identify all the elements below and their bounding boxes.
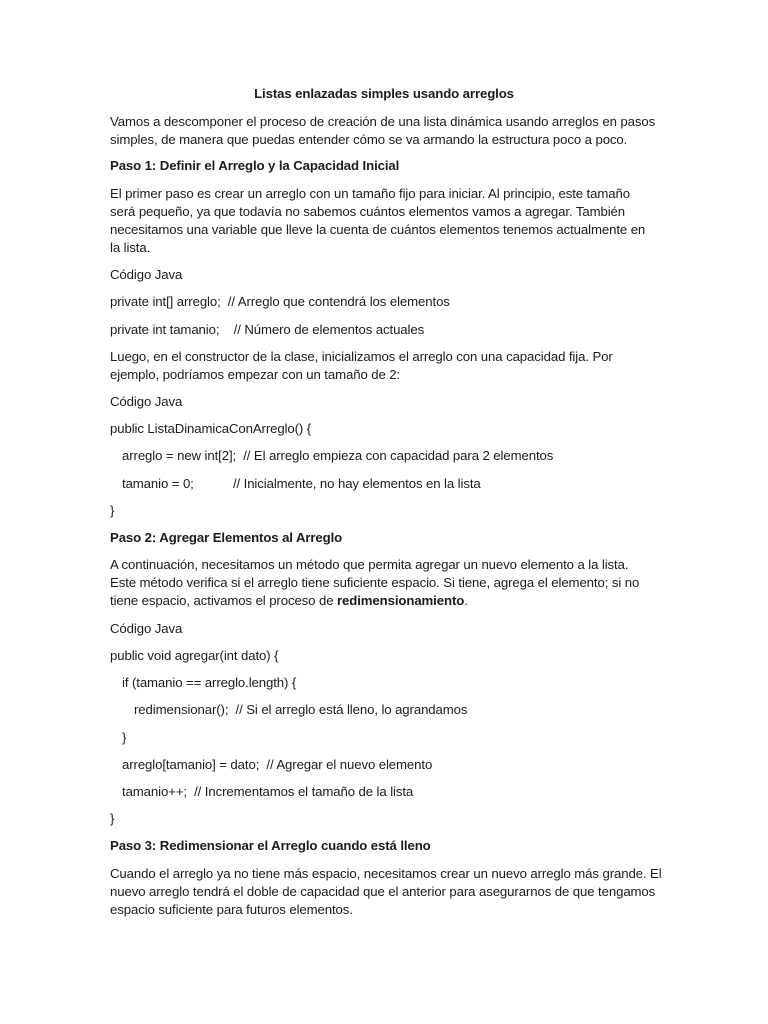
step3-paragraph-line-1: Cuando el arreglo ya no tiene más espacio, necesitamos crear un nuevo arreglo más grande. El (110, 866, 662, 881)
agregar-line-2: if (tamanio == arreglo.length) { (122, 675, 297, 690)
agregar-line-6: tamanio++; // Incrementamos el tamaño de la lista (122, 784, 414, 799)
ctor-line-2: arreglo = new int[2]; // El arreglo empieza con capacidad para 2 elementos (122, 448, 554, 463)
step1-paragraph-line-3: necesitamos una variable que lleve la cuenta de cuántos elementos tenemos actualmente en (110, 222, 646, 237)
ctor-line-1: public ListaDinamicaConArreglo() { (110, 421, 312, 436)
step2-paragraph-line-2: Este método verifica si el arreglo tiene suficiente espacio. Si tiene, agrega el elemento; si no (110, 575, 640, 590)
step1-code-line-2: private int tamanio; // Número de elementos actuales (110, 322, 425, 337)
agregar-line-3: redimensionar(); // Si el arreglo está lleno, lo agrandamos (134, 702, 468, 717)
step1-heading: Paso 1: Definir el Arreglo y la Capacidad Inicial (110, 158, 400, 173)
step1-paragraph-line-2: será pequeño, ya que todavía no sabemos cuántos elementos vamos a agregar. También (110, 204, 625, 219)
step2-paragraph-line-3-post: . (464, 593, 468, 608)
step2-paragraph-line-3-pre: tiene espacio, activamos el proceso de (110, 593, 338, 608)
ctor-line-4: } (110, 503, 115, 518)
step1-code-line-1: private int[] arreglo; // Arreglo que contendrá los elementos (110, 294, 450, 309)
intro-line-2: simples, de manera que puedas entender cómo se va armando la estructura poco a poco. (110, 132, 628, 147)
step2-heading: Paso 2: Agregar Elementos al Arreglo (110, 530, 343, 545)
step3-paragraph-line-2: nuevo arreglo tendrá el doble de capacidad que el anterior para asegurarnos de que tengamos (110, 884, 656, 899)
step2-paragraph-line-1: A continuación, necesitamos un método que permita agregar un nuevo elemento a la lista. (110, 557, 629, 572)
step1-paragraph2-line-1: Luego, en el constructor de la clase, inicializamos el arreglo con una capacidad fija. Por (110, 349, 613, 364)
step3-heading: Paso 3: Redimensionar el Arreglo cuando está lleno (110, 838, 431, 853)
agregar-line-7: } (110, 811, 115, 826)
agregar-line-5: arreglo[tamanio] = dato; // Agregar el nuevo elemento (122, 757, 433, 772)
step2-paragraph-line-3 (110, 592, 468, 610)
step2-code-label: Código Java (110, 621, 183, 636)
step3-paragraph-line-3: espacio suficiente para futuros elementos. (110, 902, 353, 917)
agregar-line-1: public void agregar(int dato) { (110, 648, 279, 663)
step1-paragraph-line-1: El primer paso es crear un arreglo con un tamaño fijo para iniciar. Al principio, este tamaño (110, 186, 630, 201)
intro-line-1: Vamos a descomponer el proceso de creación de una lista dinámica usando arreglos en pasos (110, 114, 656, 129)
step1-paragraph-line-4: la lista. (110, 240, 151, 255)
agregar-line-4: } (122, 730, 127, 745)
step1-code-label: Código Java (110, 267, 183, 282)
redimensionamiento-term: redimensionamiento (337, 593, 465, 608)
ctor-line-3: tamanio = 0; // Inicialmente, no hay elementos en la lista (122, 476, 481, 491)
step1-code-label-2: Código Java (110, 394, 183, 409)
step1-paragraph2-line-2: ejemplo, podríamos empezar con un tamaño de 2: (110, 367, 401, 382)
document-title: Listas enlazadas simples usando arreglos (254, 86, 514, 101)
